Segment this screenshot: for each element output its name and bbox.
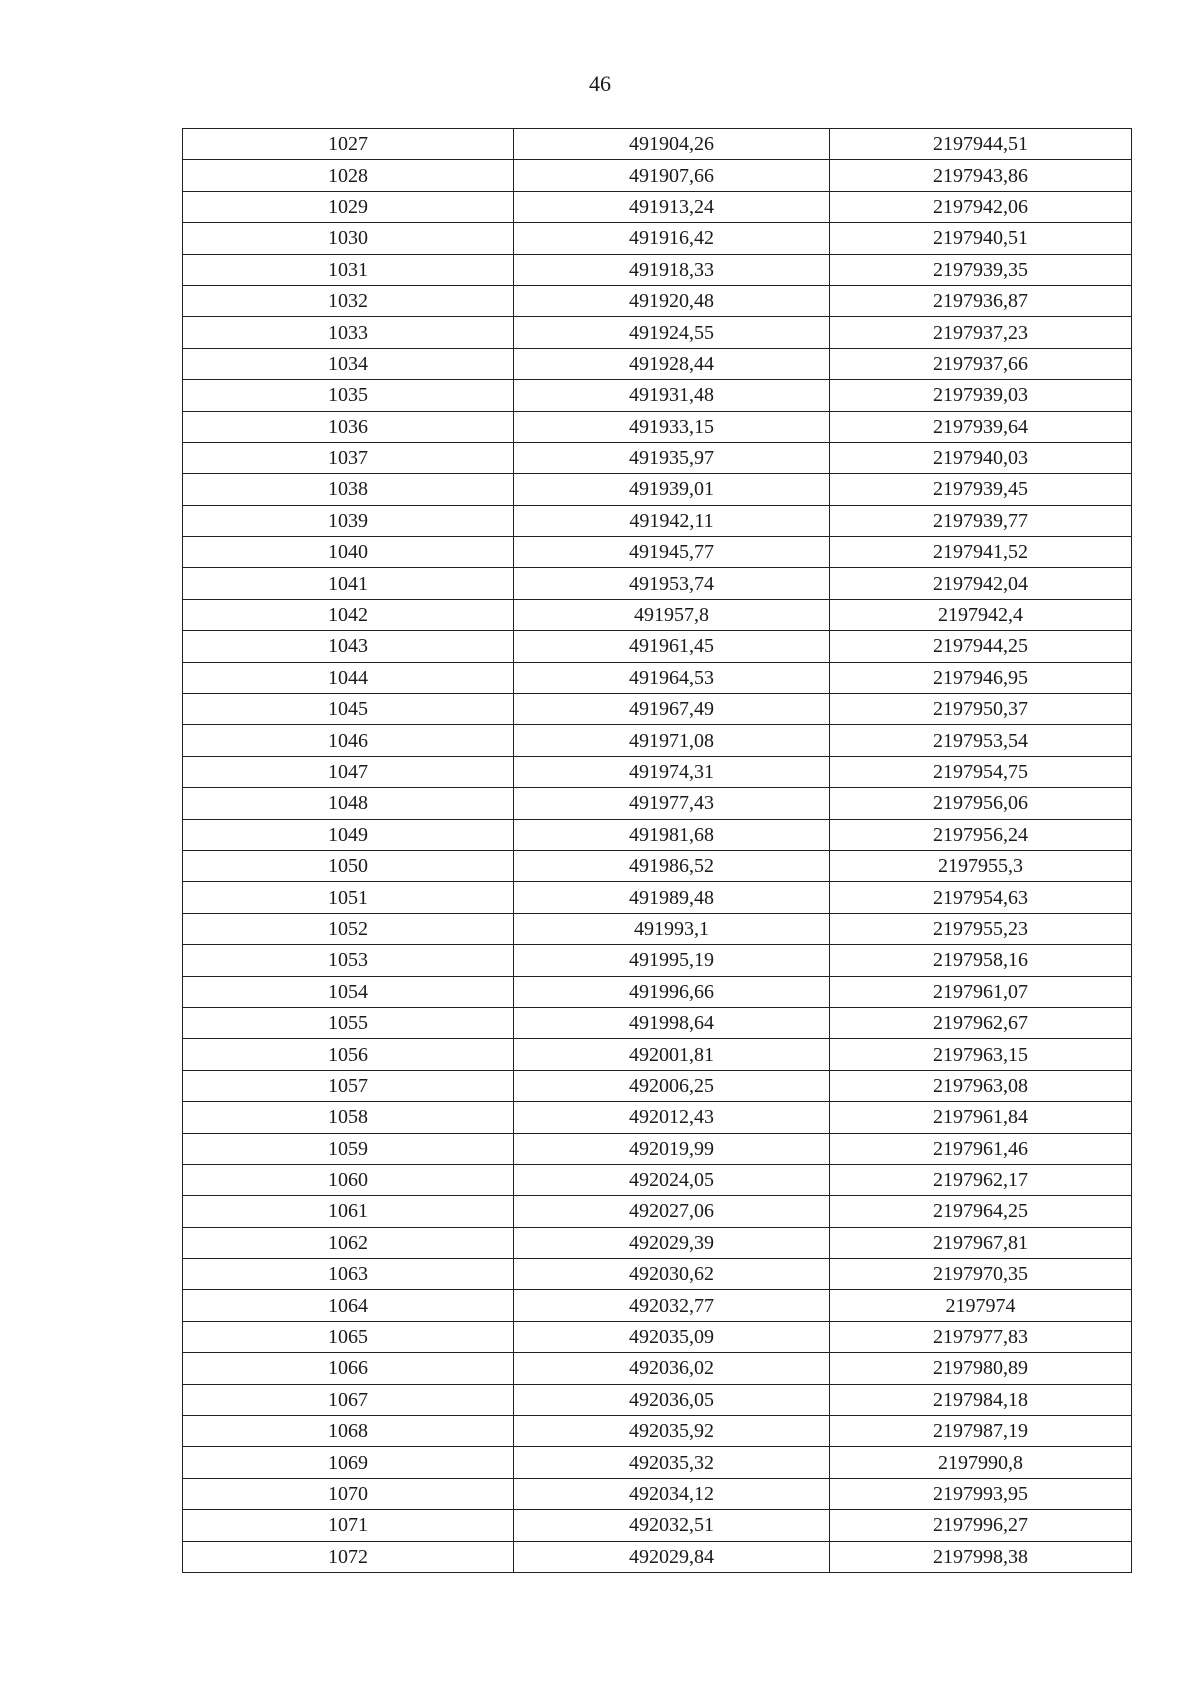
x-coordinate-cell: 492036,05: [514, 1384, 830, 1415]
point-number-cell: 1072: [183, 1541, 514, 1572]
y-coordinate-cell: 2197955,3: [830, 850, 1132, 881]
coordinates-table-body: [183, 129, 1132, 1573]
x-coordinate-cell: 491964,53: [514, 662, 830, 693]
x-coordinate-cell: 492029,39: [514, 1227, 830, 1258]
table-row: [183, 537, 1132, 568]
coordinates-table: [182, 128, 1132, 1573]
x-coordinate-cell: 492012,43: [514, 1102, 830, 1133]
point-number-cell: 1057: [183, 1070, 514, 1101]
table-row: [183, 348, 1132, 379]
y-coordinate-cell: 2197961,07: [830, 976, 1132, 1007]
y-coordinate-cell: 2197937,23: [830, 317, 1132, 348]
point-number-cell: 1068: [183, 1416, 514, 1447]
x-coordinate-cell: 491939,01: [514, 474, 830, 505]
table-row: [183, 850, 1132, 881]
table-row: [183, 1541, 1132, 1572]
table-row: [183, 662, 1132, 693]
y-coordinate-cell: 2197963,08: [830, 1070, 1132, 1101]
x-coordinate-cell: 492035,32: [514, 1447, 830, 1478]
x-coordinate-cell: 491961,45: [514, 631, 830, 662]
point-number-cell: 1053: [183, 945, 514, 976]
table-row: [183, 1290, 1132, 1321]
table-row: [183, 788, 1132, 819]
table-row: [183, 1133, 1132, 1164]
x-coordinate-cell: 491971,08: [514, 725, 830, 756]
point-number-cell: 1051: [183, 882, 514, 913]
x-coordinate-cell: 491928,44: [514, 348, 830, 379]
x-coordinate-cell: 491989,48: [514, 882, 830, 913]
y-coordinate-cell: 2197940,03: [830, 442, 1132, 473]
y-coordinate-cell: 2197939,77: [830, 505, 1132, 536]
point-number-cell: 1042: [183, 599, 514, 630]
point-number-cell: 1040: [183, 537, 514, 568]
point-number-cell: 1046: [183, 725, 514, 756]
y-coordinate-cell: 2197944,25: [830, 631, 1132, 662]
y-coordinate-cell: 2197956,24: [830, 819, 1132, 850]
x-coordinate-cell: 491942,11: [514, 505, 830, 536]
y-coordinate-cell: 2197954,75: [830, 756, 1132, 787]
y-coordinate-cell: 2197967,81: [830, 1227, 1132, 1258]
table-row: [183, 1447, 1132, 1478]
x-coordinate-cell: 491995,19: [514, 945, 830, 976]
point-number-cell: 1052: [183, 913, 514, 944]
y-coordinate-cell: 2197950,37: [830, 694, 1132, 725]
point-number-cell: 1037: [183, 442, 514, 473]
x-coordinate-cell: 492034,12: [514, 1478, 830, 1509]
x-coordinate-cell: 491993,1: [514, 913, 830, 944]
point-number-cell: 1027: [183, 129, 514, 160]
table-row: [183, 1102, 1132, 1133]
y-coordinate-cell: 2197939,64: [830, 411, 1132, 442]
table-row: [183, 631, 1132, 662]
point-number-cell: 1066: [183, 1353, 514, 1384]
point-number-cell: 1056: [183, 1039, 514, 1070]
table-row: [183, 1510, 1132, 1541]
y-coordinate-cell: 2197942,06: [830, 191, 1132, 222]
x-coordinate-cell: 491924,55: [514, 317, 830, 348]
y-coordinate-cell: 2197956,06: [830, 788, 1132, 819]
x-coordinate-cell: 491945,77: [514, 537, 830, 568]
point-number-cell: 1035: [183, 380, 514, 411]
table-row: [183, 1384, 1132, 1415]
x-coordinate-cell: 492006,25: [514, 1070, 830, 1101]
y-coordinate-cell: 2197964,25: [830, 1196, 1132, 1227]
point-number-cell: 1069: [183, 1447, 514, 1478]
y-coordinate-cell: 2197998,38: [830, 1541, 1132, 1572]
table-row: [183, 317, 1132, 348]
x-coordinate-cell: 492001,81: [514, 1039, 830, 1070]
table-row: [183, 1007, 1132, 1038]
x-coordinate-cell: 491933,15: [514, 411, 830, 442]
y-coordinate-cell: 2197974: [830, 1290, 1132, 1321]
x-coordinate-cell: 491953,74: [514, 568, 830, 599]
table-row: [183, 599, 1132, 630]
y-coordinate-cell: 2197941,52: [830, 537, 1132, 568]
table-row: [183, 694, 1132, 725]
y-coordinate-cell: 2197963,15: [830, 1039, 1132, 1070]
x-coordinate-cell: 491931,48: [514, 380, 830, 411]
y-coordinate-cell: 2197977,83: [830, 1321, 1132, 1352]
y-coordinate-cell: 2197943,86: [830, 160, 1132, 191]
point-number-cell: 1061: [183, 1196, 514, 1227]
point-number-cell: 1029: [183, 191, 514, 222]
y-coordinate-cell: 2197980,89: [830, 1353, 1132, 1384]
point-number-cell: 1038: [183, 474, 514, 505]
y-coordinate-cell: 2197993,95: [830, 1478, 1132, 1509]
table-row: [183, 191, 1132, 222]
point-number-cell: 1050: [183, 850, 514, 881]
table-row: [183, 976, 1132, 1007]
table-row: [183, 1416, 1132, 1447]
point-number-cell: 1048: [183, 788, 514, 819]
x-coordinate-cell: 491916,42: [514, 223, 830, 254]
table-row: [183, 1070, 1132, 1101]
table-row: [183, 819, 1132, 850]
y-coordinate-cell: 2197987,19: [830, 1416, 1132, 1447]
point-number-cell: 1062: [183, 1227, 514, 1258]
table-row: [183, 505, 1132, 536]
y-coordinate-cell: 2197939,35: [830, 254, 1132, 285]
x-coordinate-cell: 491967,49: [514, 694, 830, 725]
y-coordinate-cell: 2197996,27: [830, 1510, 1132, 1541]
x-coordinate-cell: 491998,64: [514, 1007, 830, 1038]
point-number-cell: 1028: [183, 160, 514, 191]
x-coordinate-cell: 491913,24: [514, 191, 830, 222]
x-coordinate-cell: 491935,97: [514, 442, 830, 473]
y-coordinate-cell: 2197936,87: [830, 285, 1132, 316]
y-coordinate-cell: 2197955,23: [830, 913, 1132, 944]
x-coordinate-cell: 491996,66: [514, 976, 830, 1007]
point-number-cell: 1064: [183, 1290, 514, 1321]
point-number-cell: 1060: [183, 1164, 514, 1195]
point-number-cell: 1043: [183, 631, 514, 662]
x-coordinate-cell: 491918,33: [514, 254, 830, 285]
point-number-cell: 1034: [183, 348, 514, 379]
point-number-cell: 1047: [183, 756, 514, 787]
x-coordinate-cell: 491904,26: [514, 129, 830, 160]
table-row: [183, 1164, 1132, 1195]
y-coordinate-cell: 2197990,8: [830, 1447, 1132, 1478]
y-coordinate-cell: 2197958,16: [830, 945, 1132, 976]
table-row: [183, 1478, 1132, 1509]
table-row: [183, 1259, 1132, 1290]
point-number-cell: 1058: [183, 1102, 514, 1133]
x-coordinate-cell: 492036,02: [514, 1353, 830, 1384]
table-row: [183, 882, 1132, 913]
y-coordinate-cell: 2197970,35: [830, 1259, 1132, 1290]
point-number-cell: 1067: [183, 1384, 514, 1415]
point-number-cell: 1039: [183, 505, 514, 536]
table-row: [183, 160, 1132, 191]
table-row: [183, 1196, 1132, 1227]
y-coordinate-cell: 2197939,03: [830, 380, 1132, 411]
x-coordinate-cell: 492032,51: [514, 1510, 830, 1541]
table-row: [183, 756, 1132, 787]
point-number-cell: 1030: [183, 223, 514, 254]
point-number-cell: 1032: [183, 285, 514, 316]
x-coordinate-cell: 492035,92: [514, 1416, 830, 1447]
x-coordinate-cell: 492032,77: [514, 1290, 830, 1321]
page-number: 46: [589, 71, 611, 96]
point-number-cell: 1049: [183, 819, 514, 850]
table-row: [183, 568, 1132, 599]
table-row: [183, 913, 1132, 944]
x-coordinate-cell: 491986,52: [514, 850, 830, 881]
point-number-cell: 1063: [183, 1259, 514, 1290]
table-row: [183, 129, 1132, 160]
table-row: [183, 1321, 1132, 1352]
y-coordinate-cell: 2197954,63: [830, 882, 1132, 913]
table-row: [183, 1039, 1132, 1070]
table-row: [183, 725, 1132, 756]
y-coordinate-cell: 2197962,17: [830, 1164, 1132, 1195]
x-coordinate-cell: 491977,43: [514, 788, 830, 819]
y-coordinate-cell: 2197962,67: [830, 1007, 1132, 1038]
point-number-cell: 1054: [183, 976, 514, 1007]
point-number-cell: 1033: [183, 317, 514, 348]
x-coordinate-cell: 491920,48: [514, 285, 830, 316]
y-coordinate-cell: 2197984,18: [830, 1384, 1132, 1415]
x-coordinate-cell: 492035,09: [514, 1321, 830, 1352]
x-coordinate-cell: 491974,31: [514, 756, 830, 787]
point-number-cell: 1036: [183, 411, 514, 442]
point-number-cell: 1059: [183, 1133, 514, 1164]
x-coordinate-cell: 492029,84: [514, 1541, 830, 1572]
point-number-cell: 1070: [183, 1478, 514, 1509]
y-coordinate-cell: 2197953,54: [830, 725, 1132, 756]
table-row: [183, 1353, 1132, 1384]
point-number-cell: 1045: [183, 694, 514, 725]
y-coordinate-cell: 2197961,84: [830, 1102, 1132, 1133]
table-row: [183, 442, 1132, 473]
point-number-cell: 1071: [183, 1510, 514, 1541]
x-coordinate-cell: 491981,68: [514, 819, 830, 850]
x-coordinate-cell: 492019,99: [514, 1133, 830, 1164]
point-number-cell: 1044: [183, 662, 514, 693]
table-row: [183, 1227, 1132, 1258]
point-number-cell: 1065: [183, 1321, 514, 1352]
table-row: [183, 411, 1132, 442]
x-coordinate-cell: 491907,66: [514, 160, 830, 191]
y-coordinate-cell: 2197940,51: [830, 223, 1132, 254]
x-coordinate-cell: 492027,06: [514, 1196, 830, 1227]
x-coordinate-cell: 491957,8: [514, 599, 830, 630]
y-coordinate-cell: 2197946,95: [830, 662, 1132, 693]
y-coordinate-cell: 2197944,51: [830, 129, 1132, 160]
y-coordinate-cell: 2197961,46: [830, 1133, 1132, 1164]
point-number-cell: 1055: [183, 1007, 514, 1038]
table-row: [183, 945, 1132, 976]
y-coordinate-cell: 2197939,45: [830, 474, 1132, 505]
y-coordinate-cell: 2197942,4: [830, 599, 1132, 630]
table-row: [183, 254, 1132, 285]
point-number-cell: 1041: [183, 568, 514, 599]
y-coordinate-cell: 2197937,66: [830, 348, 1132, 379]
point-number-cell: 1031: [183, 254, 514, 285]
x-coordinate-cell: 492030,62: [514, 1259, 830, 1290]
table-row: [183, 474, 1132, 505]
x-coordinate-cell: 492024,05: [514, 1164, 830, 1195]
y-coordinate-cell: 2197942,04: [830, 568, 1132, 599]
table-row: [183, 285, 1132, 316]
table-row: [183, 380, 1132, 411]
table-row: [183, 223, 1132, 254]
